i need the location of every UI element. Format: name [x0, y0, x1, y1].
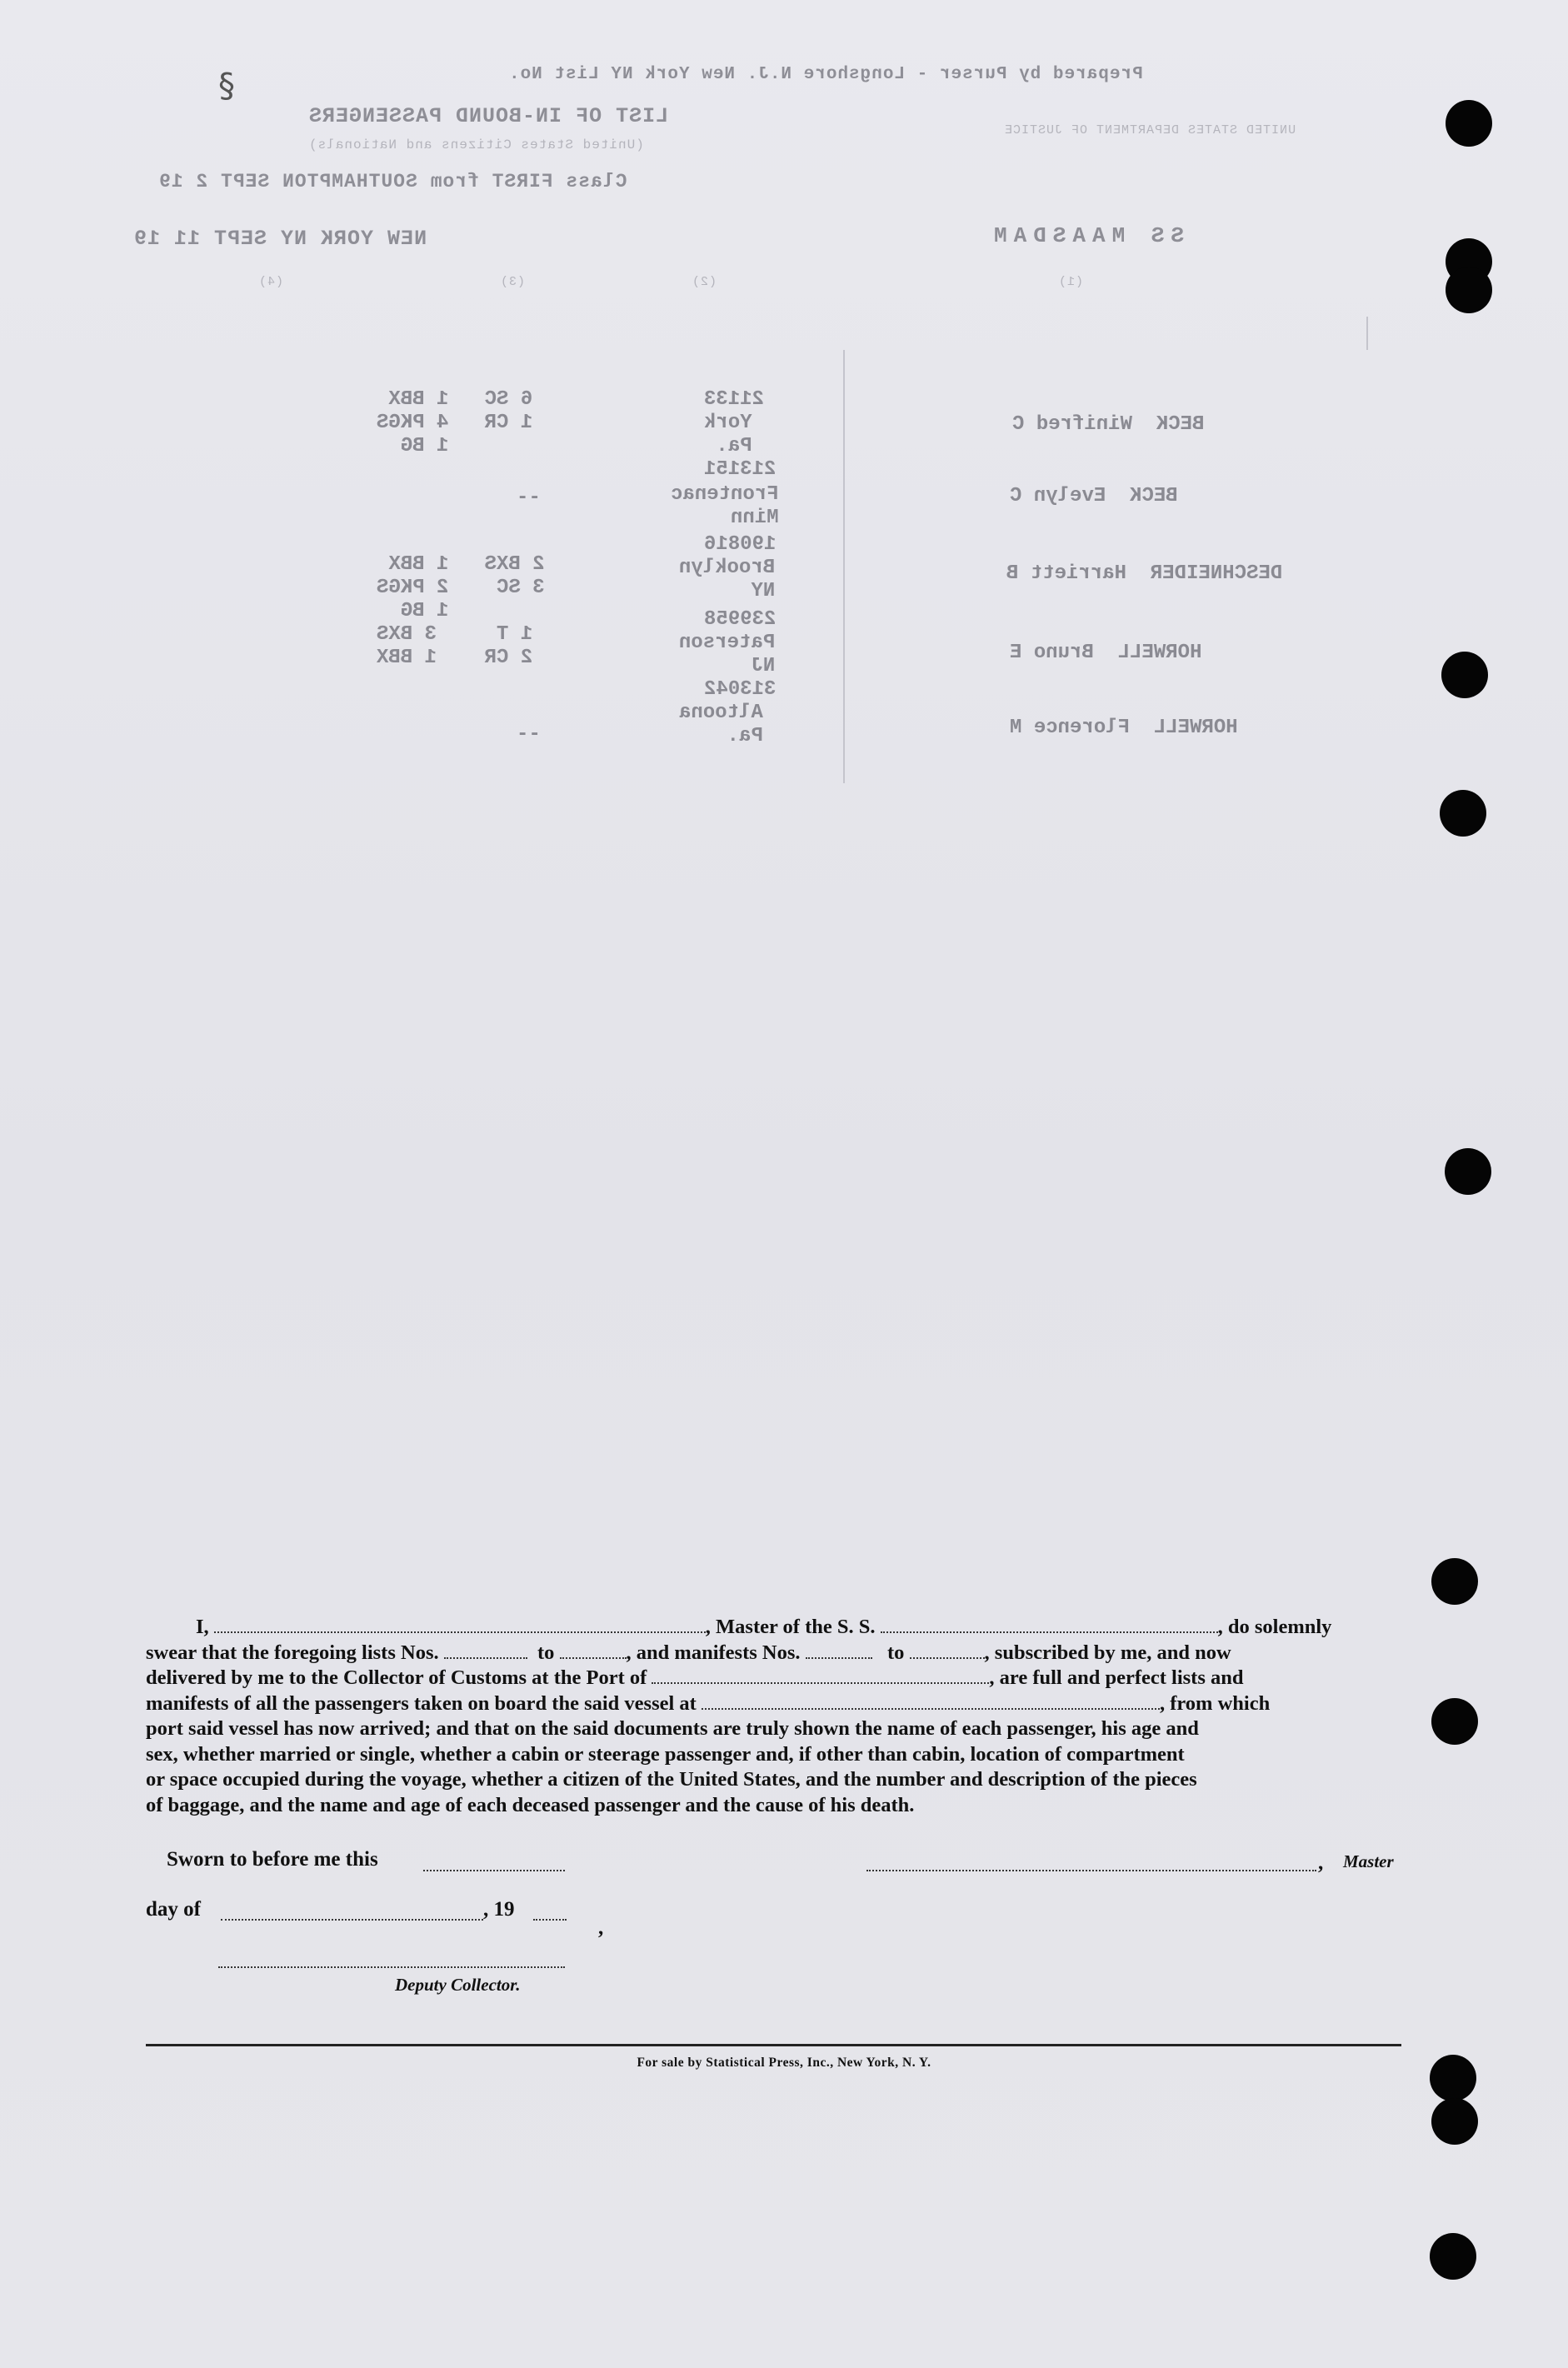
column-divider	[843, 350, 845, 783]
deputy-collector-label: Deputy Collector.	[395, 1975, 521, 1995]
master-label: Master	[1343, 1851, 1394, 1871]
ghost-class-line: Class FIRST from SOUTHAMPTON SEPT 2 19	[158, 171, 627, 192]
passenger-name: DESCHNEIDER Harriett B	[1006, 562, 1283, 585]
oath-line: of baggage, and the name and age of each deceased passenger and the cause of his death.	[146, 1793, 915, 1816]
ship-name-blank[interactable]	[881, 1615, 1218, 1633]
manifest-from-blank[interactable]	[806, 1641, 872, 1659]
ghost-col-num: (3)	[500, 275, 526, 289]
oath-line: port said vessel has now arrived; and that on the said documents are truly shown the name of each passenger, his age and	[146, 1717, 1199, 1740]
stray-comma: ,	[598, 1916, 604, 1939]
ghost-arriving: NEW YORK NY SEPT 11 19	[133, 227, 427, 251]
passenger-baggage: 6 SC 1 BBX 1 CR 4 PKGS 1 BG	[377, 388, 533, 457]
passenger-name: BECK Evelyn C	[1010, 485, 1178, 507]
oath-line: sex, whether married or single, whether a cabin or steerage passenger and, if other than cabin, location of compartment	[146, 1742, 1185, 1766]
publisher-footer: For sale by Statistical Press, Inc., New York, N. Y.	[637, 2056, 931, 2070]
oath-line: delivered by me to the Collector of Customs at the Port of , are full and perfect lists and	[146, 1666, 1244, 1689]
passenger-address: Altoona Pa.	[679, 702, 763, 747]
punch-hole	[1431, 1698, 1478, 1745]
punch-hole	[1430, 2233, 1476, 2280]
passenger-baggage: 2 BXS 1 BBX 3 SC 2 PKGS 1 BG	[377, 553, 545, 622]
oath-line: I, , Master of the S. S. , do solemnly	[196, 1616, 1332, 1638]
punch-hole	[1431, 2098, 1478, 2145]
ghost-header-subtitle: (United States Citizens and Nationals)	[308, 137, 644, 152]
passenger-cert: 313042	[704, 678, 777, 701]
master-signature-line[interactable]	[866, 1870, 1316, 1871]
ghost-right-note: UNITED STATES DEPARTMENT OF JUSTICE	[1004, 123, 1296, 137]
list-from-blank[interactable]	[444, 1641, 527, 1659]
day-of-label: day of	[146, 1898, 201, 1921]
oath-line: or space occupied during the voyage, whether a citizen of the United States, and the number and description of the pieces	[146, 1768, 1197, 1791]
passenger-address: Frontenac Minn	[671, 483, 779, 529]
ghost-col-num: (2)	[692, 275, 717, 289]
oath-line: manifests of all the passengers taken on board the said vessel at , from which	[146, 1691, 1271, 1715]
footer-rule	[146, 2044, 1401, 2046]
passenger-address: Brooklyn NY	[679, 557, 776, 602]
departure-port-blank[interactable]	[702, 1691, 1160, 1710]
passenger-cert: 190816	[704, 533, 777, 556]
passenger-name: HORWELL Florence M	[1010, 717, 1238, 739]
passenger-baggage: 1 T 3 BXS 2 CR 1 BBX	[377, 623, 533, 669]
ghost-col-num: (4)	[258, 275, 284, 289]
passenger-address: York Pa.	[704, 412, 752, 457]
punch-hole	[1446, 100, 1492, 147]
port-blank[interactable]	[652, 1666, 989, 1684]
sworn-label: Sworn to before me this	[167, 1848, 378, 1871]
passenger-baggage: --	[517, 723, 541, 746]
punch-hole	[1440, 790, 1486, 837]
punch-hole	[1431, 1558, 1478, 1605]
sworn-date-blank[interactable]	[423, 1870, 565, 1871]
list-to-blank[interactable]	[560, 1641, 627, 1659]
day-of-blank[interactable]	[221, 1919, 483, 1921]
passenger-cert: 239958	[704, 608, 777, 631]
year-prefix: , 19	[483, 1898, 515, 1921]
master-oath	[146, 1615, 1401, 1818]
manifest-to-blank[interactable]	[910, 1641, 985, 1659]
passenger-address: Paterson NJ	[679, 632, 776, 677]
ink-mark: §	[218, 67, 235, 105]
passenger-name: BECK Winifred C	[1012, 413, 1205, 436]
passenger-cert: 213151	[704, 458, 777, 481]
deputy-collector-line[interactable]	[218, 1966, 565, 1968]
passenger-baggage: --	[517, 487, 541, 509]
column-divider	[1366, 317, 1368, 350]
passenger-name: HORWELL Bruno E	[1010, 642, 1202, 664]
year-blank[interactable]	[533, 1919, 567, 1921]
ghost-header-title: LIST OF IN-BOUND PASSENGERS	[308, 104, 669, 128]
punch-hole	[1446, 267, 1492, 313]
sig-comma: ,	[1318, 1851, 1324, 1874]
punch-hole	[1441, 652, 1488, 698]
oath-line: swear that the foregoing lists Nos. to , and manifests Nos. to , subscribed by me, and now	[146, 1641, 1231, 1664]
passenger-cert: 21133	[704, 388, 765, 411]
master-name-blank[interactable]	[214, 1615, 706, 1633]
punch-hole	[1445, 1148, 1491, 1195]
ghost-header-line1: Prepared by Purser - Longshore N.J. New York NY List No.	[508, 65, 1143, 84]
ghost-col-num: (1)	[1058, 275, 1084, 289]
ghost-ship-name: SS MAASDAM	[987, 223, 1185, 248]
